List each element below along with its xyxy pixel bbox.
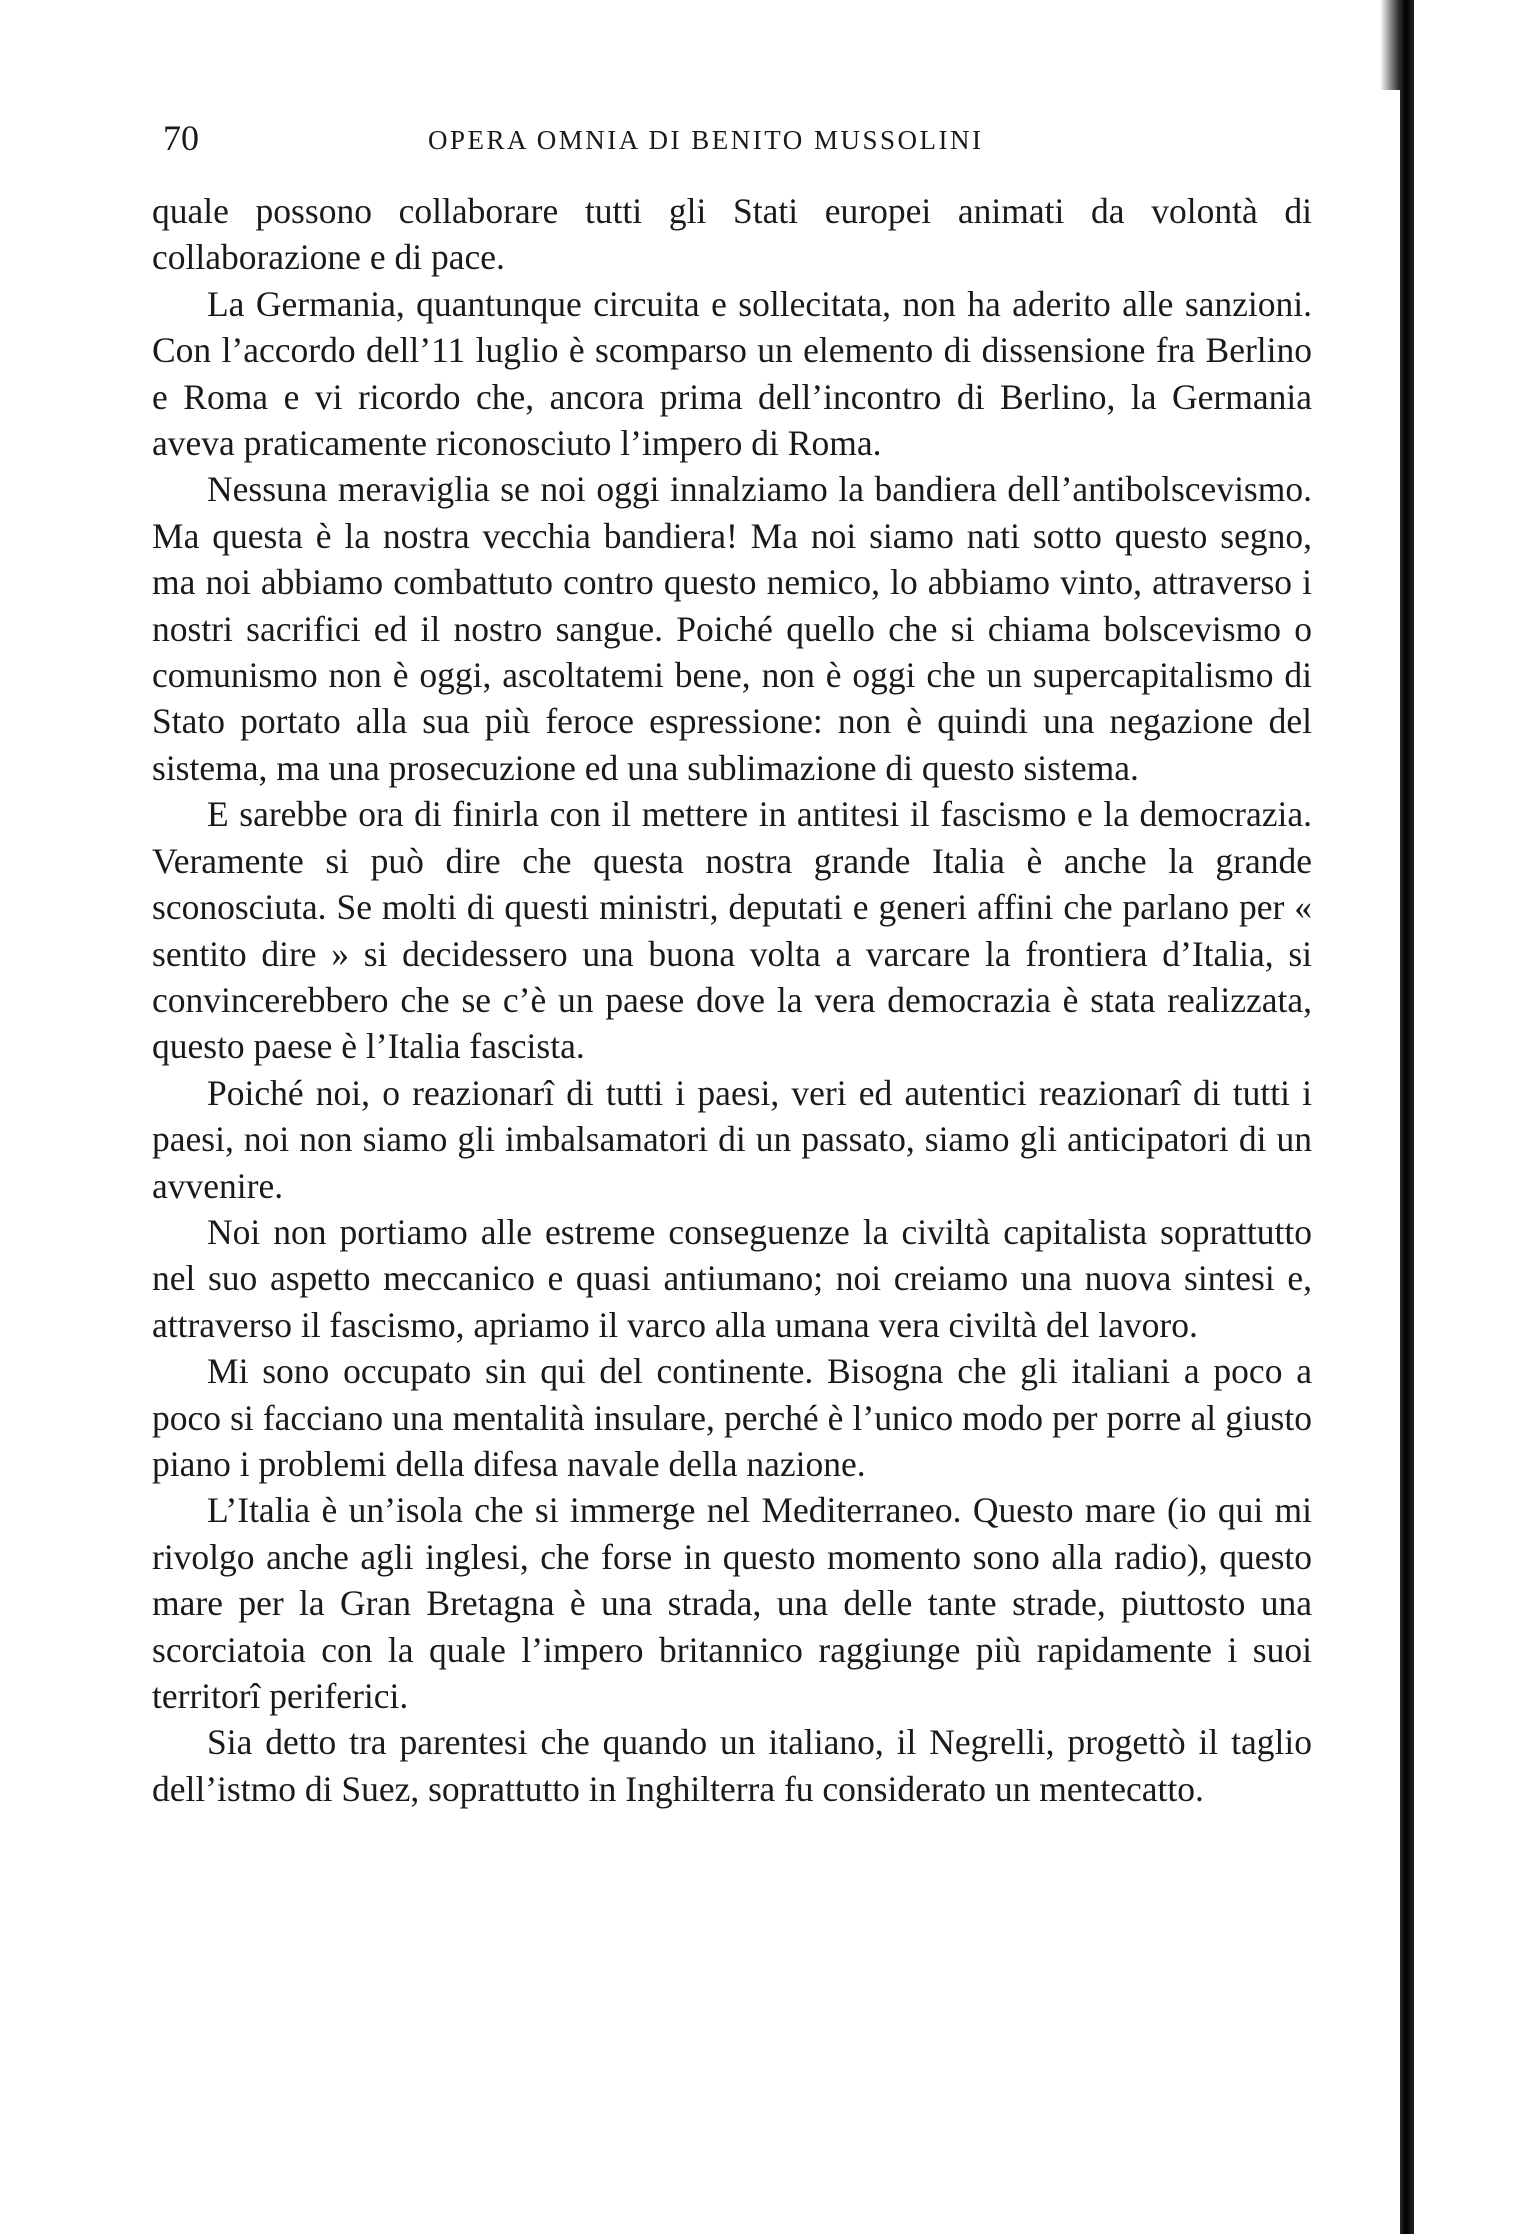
paragraph-4: E sarebbe ora di finirla con il mettere in antitesi il fascismo e la democrazia. Veramente si può dire che questa nostra grande Italia è anche la grande sconosciuta. Se molti di questi ministri, deputati e generi affini che parlano per « sentito dire » si decidessero una buona volta a varcare la frontiera d’Italia, si convincerebbero che se c’è un paese dove la vera democrazia è stata realizzata, questo paese è l’Italia fascista.: [152, 794, 1312, 1067]
facing-page-edge: [1414, 0, 1531, 2234]
paragraph-9: Sia detto tra parentesi che quando un italiano, il Negrelli, progettò il taglio dell’istmo di Suez, soprattutto in Inghilterra fu considerato un mentecatto.: [152, 1722, 1312, 1809]
page-header: [163, 118, 1313, 158]
paragraph-1: quale possono collaborare tutti gli Stati europei animati da volontà di collaborazione e di pace.: [152, 191, 1312, 278]
page-number: 70: [163, 118, 199, 158]
body-text: [152, 188, 1312, 1812]
paragraph-6: Noi non portiamo alle estreme conseguenze la civiltà capitalista soprattutto nel suo aspetto meccanico e quasi antiumano; noi creiamo una nuova sintesi e, attraverso il fascismo, apriamo il varco alla umana vera civiltà del lavoro.: [152, 1211, 1312, 1345]
running-title: OPERA OMNIA DI BENITO MUSSOLINI: [428, 125, 984, 155]
book-gutter: [1400, 0, 1414, 2234]
paragraph-5: Poiché noi, o reazionarî di tutti i paesi, veri ed autentici reazionarî di tutti i paesi, noi non siamo gli imbalsamatori di un passato, siamo gli anticipatori di un avvenire.: [152, 1072, 1312, 1206]
paragraph-7: Mi sono occupato sin qui del continente. Bisogna che gli italiani a poco a poco si facciano una mentalità insulare, perché è l’unico modo per porre al giusto piano i problemi della difesa navale della nazione.: [152, 1351, 1312, 1484]
paragraph-2: La Germania, quantunque circuita e sollecitata, non ha aderito alle sanzioni. Con l’accordo dell’11 luglio è scomparso un elemento di dissensione fra Berlino e Roma e vi ricordo che, ancora prima dell’incontro di Berlino, la Germania aveva praticamente riconosciuto l’impero di Roma.: [152, 283, 1312, 464]
paragraph-8: L’Italia è un’isola che si immerge nel Mediterraneo. Questo mare (io qui mi rivolgo anche agli inglesi, che forse in questo momento sono alla radio), questo mare per la Gran Bretagna è una strada, una delle tante strade, piuttosto una scorciatoia con la quale l’impero britannico raggiunge più rapidamente i suoi territorî periferici.: [152, 1490, 1312, 1716]
paragraph-3: Nessuna meraviglia se noi oggi innalziamo la bandiera dell’antibolscevismo. Ma questa è la nostra vecchia bandiera! Ma noi siamo nati sotto questo segno, ma noi abbiamo combattuto contro questo nemico, lo abbiamo vinto, attraverso i nostri sacrifici ed il nostro sangue. Poiché quello che si chiama bolscevismo o comunismo non è oggi, ascoltatemi bene, non è oggi che un supercapitalismo di Stato portato alla sua più feroce espressione: non è quindi una negazione del sistema, ma una prosecuzione ed una sublimazione di questo sistema.: [152, 469, 1312, 788]
